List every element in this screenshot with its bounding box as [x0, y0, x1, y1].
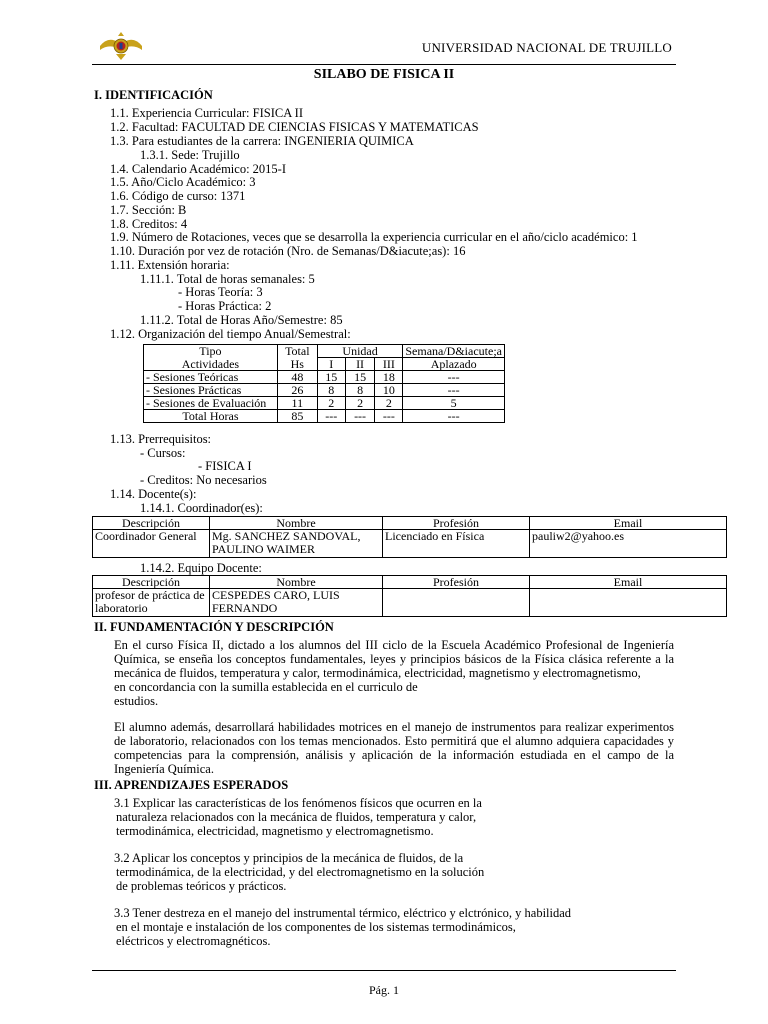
ident-line: 1.10. Duración por vez de rotación (Nro. de Semanas/D&iacute;as): 16: [110, 244, 466, 258]
table-cell: Total Horas: [144, 410, 278, 423]
section-aprendizajes-heading: III. APRENDIZAJES ESPERADOS: [94, 778, 289, 792]
aprendizaje-line: 3.1 Explicar las características de los fenómenos físicos que ocurren en la: [114, 796, 482, 810]
ident-line: 1.14.2. Equipo Docente:: [140, 561, 262, 575]
table-cell: 8: [345, 384, 375, 397]
team-desc-line: profesor de práctica de: [95, 588, 205, 602]
aprendizaje-line: en el montaje e instalación de los componentes de los sistemas termodinámicos,: [116, 920, 516, 934]
aprendizaje-line: termodinámica, electricidad, magnetismo y electromagnetismo.: [116, 824, 434, 838]
table-cell: 2: [345, 397, 375, 410]
table-cell: 26: [277, 384, 317, 397]
ident-line: - FISICA I: [198, 459, 252, 473]
ident-line: - Horas Práctica: 2: [178, 299, 272, 313]
table-cell: 11: [277, 397, 317, 410]
ident-line: 1.12. Organización del tiempo Anual/Semestral:: [110, 327, 351, 341]
ident-line: 1.11. Extensión horaria:: [110, 258, 230, 272]
document-title: SILABO DE FISICA II: [313, 67, 455, 82]
aprendizaje-line: naturaleza relacionados con la mecánica de fluidos, temperatura y calor,: [116, 810, 477, 824]
ident-line: 1.9. Número de Rotaciones, veces que se desarrolla la experiencia curricular en el año/ciclo académico: 1: [110, 230, 638, 244]
ident-line: - Horas Teoría: 3: [178, 285, 263, 299]
fundamentacion-paragraph-2: El alumno además, desarrollará habilidades motrices en el manejo de instrumentos para realizar experimentos de laboratorio, relacionados con los temas mencionados. Esto permitirá que el alumno adquiera capacidades y competencias para la comprensión, análisis y aplicación de la información estudiada en el campo de la Ingeniería Química.: [114, 720, 674, 776]
table-cell: 48: [277, 371, 317, 384]
ident-line: - Cursos:: [140, 446, 186, 460]
university-name: UNIVERSIDAD NACIONAL DE TRUJILLO: [421, 40, 672, 55]
table-cell: 85: [277, 410, 317, 423]
table-cell: Coordinador General: [93, 530, 210, 558]
team-header: Email: [530, 576, 727, 589]
table-cell: [210, 589, 383, 617]
org-header-total: Total: [277, 345, 317, 358]
ident-line: 1.6. Código de curso: 1371: [110, 189, 246, 203]
table-cell: 15: [345, 371, 375, 384]
ident-line: 1.13. Prerrequisitos:: [110, 432, 212, 446]
section-identificacion-heading: I. IDENTIFICACIÓN: [94, 88, 213, 102]
ident-line: 1.3.1. Sede: Trujillo: [140, 148, 240, 162]
ident-line: 1.14.1. Coordinador(es):: [140, 501, 263, 515]
org-header-semana: Semana/D&iacute;a: [403, 345, 505, 358]
team-header: Nombre: [210, 576, 383, 589]
team-name-line: FERNANDO: [212, 601, 278, 615]
org-header-unidad: Unidad: [317, 345, 403, 358]
fundamentacion-line: estudios.: [114, 694, 159, 708]
table-row: [144, 397, 505, 410]
aprendizaje-line: 3.3 Tener destreza en el manejo del instrumental térmico, eléctrico y elctrónico, y habilidad: [114, 906, 572, 920]
table-cell: pauliw2@yahoo.es: [530, 530, 727, 558]
coord-header: Nombre: [210, 517, 383, 530]
org-header-i: I: [317, 358, 345, 371]
table-cell: 2: [375, 397, 403, 410]
table-cell: 15: [317, 371, 345, 384]
org-header-tipo: Tipo: [144, 345, 278, 358]
university-crest-icon: [98, 32, 144, 62]
org-header-actividades: Actividades: [144, 358, 278, 371]
coordinator-table: [92, 516, 727, 558]
page-header: [92, 32, 676, 65]
table-cell: 5: [403, 397, 505, 410]
org-header-ii: II: [345, 358, 375, 371]
org-header-iii: III: [375, 358, 403, 371]
team-header: Descripción: [93, 576, 210, 589]
table-cell: ---: [375, 410, 403, 423]
team-desc-line: laboratorio: [95, 601, 148, 615]
coord-name-line: Mg. SANCHEZ SANDOVAL,: [212, 529, 361, 543]
table-cell: 2: [317, 397, 345, 410]
aprendizaje-line: eléctricos y electromagnéticos.: [116, 934, 271, 948]
ident-line: - Creditos: No necesarios: [140, 473, 267, 487]
table-row: [93, 530, 727, 558]
table-cell: 8: [317, 384, 345, 397]
table-cell: - Sesiones de Evaluación: [144, 397, 278, 410]
ident-line: 1.2. Facultad: FACULTAD DE CIENCIAS FISICAS Y MATEMATICAS: [110, 120, 479, 134]
team-table: [92, 575, 727, 617]
aprendizaje-line: termodinámica, de la electricidad, y del electromagnetismo en la solución: [116, 865, 485, 879]
table-cell: - Sesiones Teóricas: [144, 371, 278, 384]
ident-line: 1.7. Sección: B: [110, 203, 187, 217]
fundamentacion-paragraph-1: En el curso Física II, dictado a los alumnos del III ciclo de la Escuela Académico Profesional de Ingeniería Química, se enseña los conceptos fundamentales, leyes y principios básicos de la Física clásica referente a la mecánica de fluidos, temperatura y calor, termodinámica, electricidad, magnetismo y electromagnetismo,: [114, 638, 674, 680]
table-cell: Licenciado en Física: [383, 530, 530, 558]
table-cell: 18: [375, 371, 403, 384]
table-cell: [383, 589, 530, 617]
table-cell: ---: [403, 410, 505, 423]
table-cell: [210, 530, 383, 558]
ident-line: 1.11.2. Total de Horas Año/Semestre: 85: [140, 313, 343, 327]
page-number: Pág. 1: [369, 983, 399, 997]
ident-line: 1.3. Para estudiantes de la carrera: INGENIERIA QUIMICA: [110, 134, 414, 148]
table-row: [144, 410, 505, 423]
table-cell: 10: [375, 384, 403, 397]
ident-line: 1.8. Creditos: 4: [110, 217, 188, 231]
table-row: [93, 589, 727, 617]
ident-line: 1.11.1. Total de horas semanales: 5: [140, 272, 315, 286]
coord-header: Descripción: [93, 517, 210, 530]
fundamentacion-line: en concordancia con la sumilla establecida en el curriculo de: [114, 680, 418, 694]
table-cell: [530, 589, 727, 617]
coord-name-line: PAULINO WAIMER: [212, 542, 316, 556]
table-cell: [93, 589, 210, 617]
table-cell: ---: [345, 410, 375, 423]
org-time-table: [143, 344, 505, 423]
aprendizaje-line: de problemas teóricos y prácticos.: [116, 879, 287, 893]
table-cell: - Sesiones Prácticas: [144, 384, 278, 397]
table-cell: ---: [403, 384, 505, 397]
section-fundamentacion-heading: II. FUNDAMENTACIÓN Y DESCRIPCIÓN: [94, 620, 334, 634]
table-row: [144, 384, 505, 397]
ident-line: 1.5. Año/Ciclo Académico: 3: [110, 175, 256, 189]
table-row: [144, 371, 505, 384]
team-name-line: CESPEDES CARO, LUIS: [212, 588, 340, 602]
org-header-hs: Hs: [277, 358, 317, 371]
ident-line: 1.1. Experiencia Curricular: FISICA II: [110, 106, 304, 120]
ident-line: 1.4. Calendario Académico: 2015-I: [110, 162, 286, 176]
aprendizaje-line: 3.2 Aplicar los conceptos y principios de la mecánica de fluidos, de la: [114, 851, 464, 865]
ident-line: 1.14. Docente(s):: [110, 487, 197, 501]
org-header-aplazado: Aplazado: [403, 358, 505, 371]
coord-header: Profesión: [383, 517, 530, 530]
table-cell: ---: [317, 410, 345, 423]
table-cell: ---: [403, 371, 505, 384]
footer-divider: [92, 970, 676, 971]
coord-header: Email: [530, 517, 727, 530]
team-header: Profesión: [383, 576, 530, 589]
